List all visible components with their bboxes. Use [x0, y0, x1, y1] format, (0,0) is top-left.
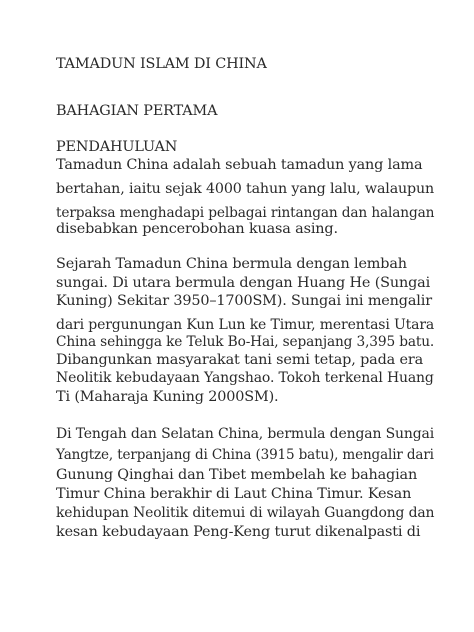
- paragraph-1-line-1: Tamadun China adalah sebuah tamadun yang lama: [56, 157, 423, 173]
- paragraph-3-line-2: Yangtze, terpanjang di China (3915 batu), mengalir dari: [56, 447, 434, 463]
- paragraph-1-line-3: terpaksa menghadapi pelbagai rintangan dan halangan: [56, 205, 435, 221]
- paragraph-3-line-3: Gunung Qinghai dan Tibet membelah ke bahagian: [56, 467, 418, 483]
- paragraph-3-line-5: kehidupan Neolitik ditemui di wilayah Guangdong dan: [56, 505, 435, 521]
- paragraph-2-line-8: Ti (Maharaja Kuning 2000SM).: [56, 389, 279, 405]
- paragraph-2-line-2: sungai. Di utara bermula dengan Huang He (Sungai: [56, 275, 431, 291]
- document-title: TAMADUN ISLAM DI CHINA: [56, 56, 267, 72]
- paragraph-3-line-4: Timur China berakhir di Laut China Timur. Kesan: [56, 486, 412, 502]
- section-heading: PENDAHULUAN: [56, 139, 178, 155]
- paragraph-2-line-1: Sejarah Tamadun China bermula dengan lembah: [56, 256, 407, 272]
- paragraph-3-line-6: kesan kebudayaan Peng-Keng turut dikenalpasti di: [56, 524, 421, 540]
- paragraph-2-line-3: Kuning) Sekitar 3950–1700SM). Sungai ini mengalir: [56, 293, 432, 309]
- part-heading: BAHAGIAN PERTAMA: [56, 103, 218, 119]
- paragraph-3-line-1: Di Tengah dan Selatan China, bermula dengan Sungai: [56, 426, 435, 442]
- paragraph-2-line-5: China sehingga ke Teluk Bo-Hai, sepanjang 3,395 batu.: [56, 334, 435, 350]
- paragraph-1-line-2: bertahan, iaitu sejak 4000 tahun yang lalu, walaupun: [56, 181, 435, 197]
- paragraph-2-line-4: dari pergunungan Kun Lun ke Timur, merentasi Utara: [56, 317, 435, 333]
- paragraph-2-line-7: Neolitik kebudayaan Yangshao. Tokoh terkenal Huang: [56, 370, 434, 386]
- paragraph-2-line-6: Dibangunkan masyarakat tani semi tetap, pada era: [56, 352, 424, 368]
- paragraph-1-line-4: disebabkan pencerobohan kuasa asing.: [56, 221, 338, 237]
